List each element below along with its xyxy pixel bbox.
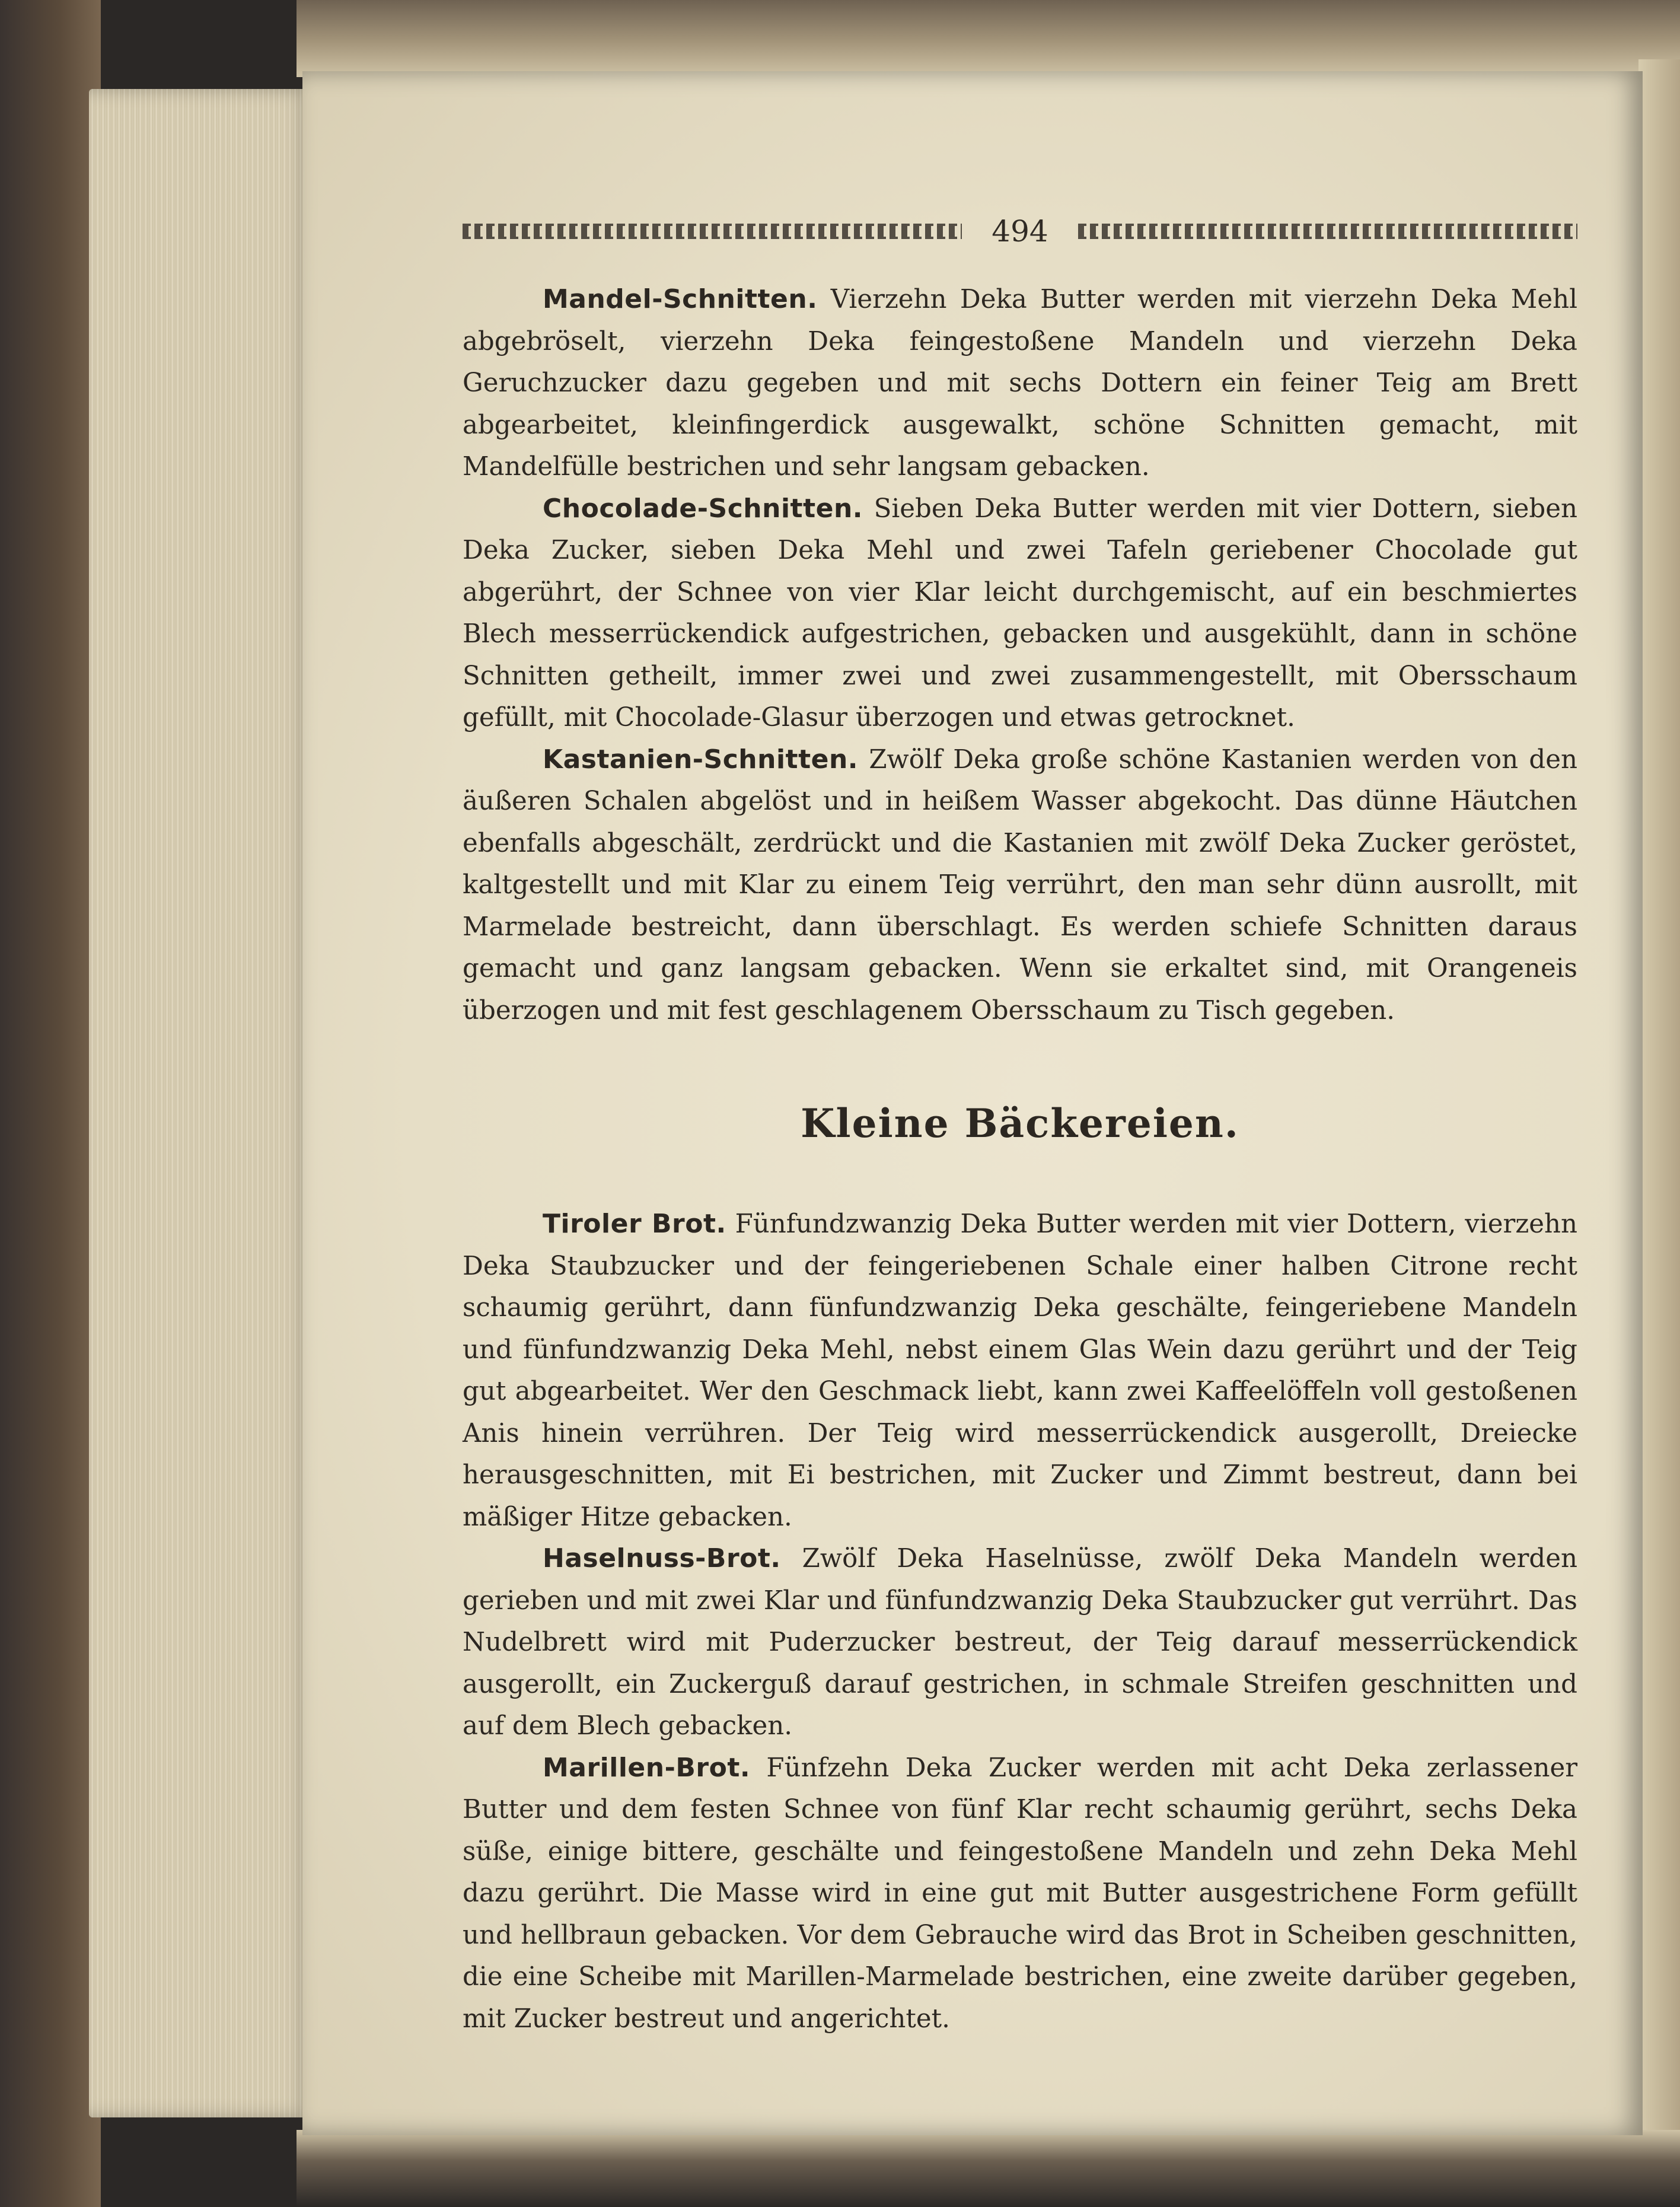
top-page-edge <box>297 0 1680 77</box>
recipe-text: Sieben Deka Butter werden mit vier Dottern, sieben Deka Zucker, sieben Deka Mehl und zwei Tafeln geriebener Chocolade gut abgerührt, der Schnee von vier Klar leicht durchgemischt, auf ein beschmiertes Blech messerrückendick aufgestrichen, gebacken und ausgekühlt, dann in schöne Schnitten getheilt, immer zwei und zwei zusammengestellt, mit Obersschaum gefüllt, mit Chocolade-Glasur überzogen und etwas getrocknet. <box>463 493 1578 733</box>
recipe-paragraph <box>463 279 1577 488</box>
text-body <box>463 279 1577 2040</box>
recipe-text: Vierzehn Deka Butter werden mit vierzehn Deka Mehl abgebröselt, vierzehn Deka feingestoßene Mandeln und vierzehn Deka Geruchzucker dazu gegeben und mit sechs Dottern ein feiner Teig am Brett abgearbeitet, kleinfingerdick ausgewalkt, schöne Schnitten gemacht, mit Mandelfülle bestrichen und sehr langsam gebacken. <box>463 285 1578 482</box>
page-stack-edge <box>89 89 314 2117</box>
page-number: 494 <box>992 214 1048 249</box>
recipe-title: Marillen-Brot. <box>543 1752 751 1783</box>
recipe-title: Mandel-Schnitten. <box>543 284 818 314</box>
bottom-page-edge <box>297 2130 1680 2207</box>
recipe-paragraph <box>463 739 1577 1032</box>
header-ornament-left <box>463 224 962 239</box>
recipe-text: Zwölf Deka Haselnüsse, zwölf Deka Mandeln werden gerieben und mit zwei Klar und fünfundzwanzig Deka Staubzucker gut verrührt. Das Nudelbrett wird mit Puderzucker bestreut, der Teig darauf messerrückendick ausgerollt, ein Zuckerguß darauf gestrichen, in schmale Streifen geschnitten und auf dem Blech gebacken. <box>463 1544 1578 1741</box>
header-ornament-right <box>1078 224 1577 239</box>
recipe-text: Fünfzehn Deka Zucker werden mit acht Deka zerlassener Butter und dem festen Schnee von fünf Klar recht schaumig gerührt, sechs Deka süße, einige bittere, geschälte und feingestoßene Mandeln und zehn Deka Mehl dazu gerührt. Die Masse wird in eine gut mit Butter ausgestrichene Form gefüllt und hellbraun gebacken. Vor dem Gebrauche wird das Brot in Scheiben geschnitten, die eine Scheibe mit Marillen-Marmelade bestrichen, eine zweite darüber gegeben, mit Zucker bestreut und angerichtet. <box>463 1753 1578 2034</box>
right-page-edge <box>1638 59 1680 2171</box>
recipe-text: Zwölf Deka große schöne Kastanien werden von den äußeren Schalen abgelöst und in heißem Wasser abgekocht. Das dünne Häutchen ebenfalls abgeschält, zerdrückt und die Kastanien mit zwölf Deka Zucker geröstet, kaltgestellt und mit Klar zu einem Teig verrührt, den man sehr dünn ausrollt, mit Marmelade bestreicht, dann überschlagt. Es werden schiefe Schnitten daraus gemacht und ganz langsam gebacken. Wenn sie erkaltet sind, mit Orangeneis überzogen und mit fest geschlagenem Obersschaum zu Tisch gegeben. <box>463 744 1578 1026</box>
recipe-title: Haselnuss-Brot. <box>543 1543 781 1574</box>
recipe-title: Tiroler Brot. <box>543 1209 726 1239</box>
book-cover-edge <box>0 0 101 2207</box>
section-heading: Kleine Bäckereien. <box>801 1100 1239 1147</box>
recipe-title: Kastanien-Schnitten. <box>543 744 858 775</box>
recipe-title: Chocolade-Schnitten. <box>543 493 863 524</box>
recipe-text: Fünfundzwanzig Deka Butter werden mit vier Dottern, vierzehn Deka Staubzucker und der feingeriebenen Schale einer halben Citrone recht schaumig gerührt, dann fünfundzwanzig Deka geschälte, feingeriebene Mandeln und fünfundzwanzig Deka Mehl, nebst einem Glas Wein dazu gerührt und der Teig gut abgearbeitet. Wer den Geschmack liebt, kann zwei Kaffeelöffeln voll gestoßenen Anis hinein verrühren. Der Teig wird messerrückendick ausgerollt, Dreiecke herausgeschnitten, mit Ei bestrichen, mit Zucker und Zimmt bestreut, dann bei mäßiger Hitze gebacken. <box>463 1209 1578 1532</box>
recipe-paragraph <box>463 1747 1577 2040</box>
recipe-paragraph <box>463 488 1577 739</box>
recipe-paragraph <box>463 1538 1577 1747</box>
running-header <box>463 211 1577 252</box>
recipe-paragraph <box>463 1203 1577 1538</box>
